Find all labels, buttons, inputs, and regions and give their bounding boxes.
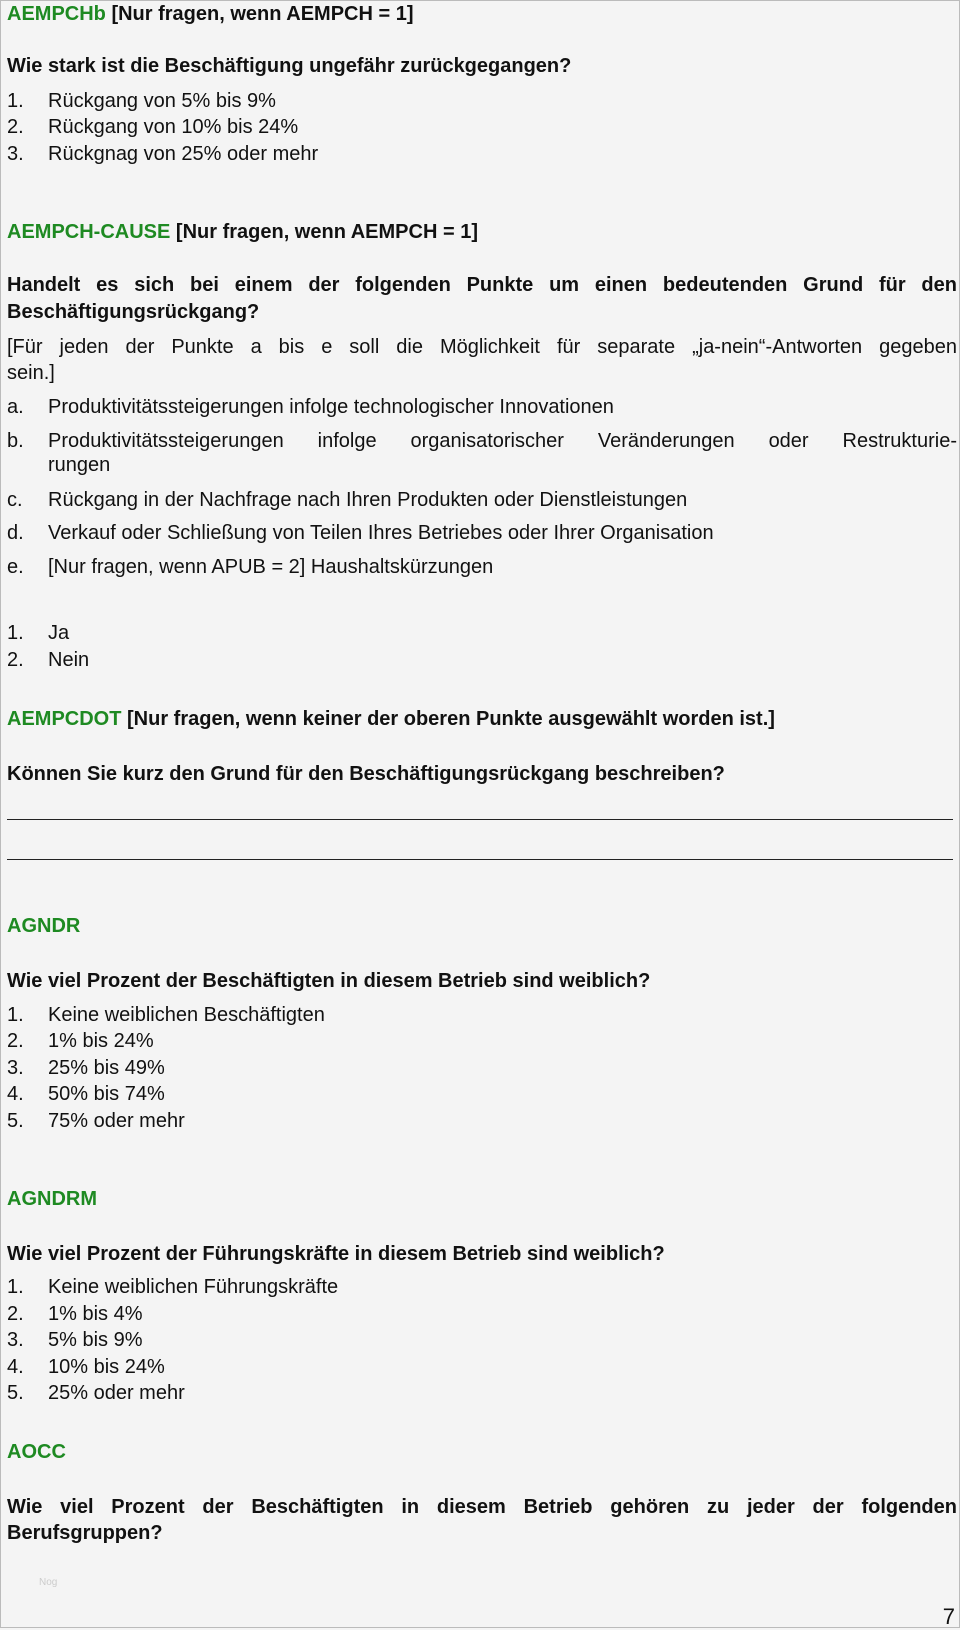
condition: [Nur fragen, wenn keiner der oberen Punkte ausgewählt worden ist.] [127, 708, 775, 730]
option: 3. 5% bis 9% [7, 1329, 143, 1351]
question: Wie viel Prozent der Führungskräfte in diesem Betrieb sind weiblich? [7, 1243, 665, 1265]
list-item: e. [Nur fragen, wenn APUB = 2] Haushaltskürzungen [7, 556, 494, 578]
list-item: d. Verkauf oder Schließung von Teilen Ihres Betriebes oder Ihrer Organisation [7, 522, 714, 544]
option: 3. 25% bis 49% [7, 1057, 165, 1079]
list-item: c. Rückgang in der Nachfrage nach Ihren Produkten oder Dienstleistungen [7, 489, 688, 511]
condition: [Nur fragen, wenn AEMPCH = 1] [175, 221, 478, 243]
option: 1. Rückgang von 5% bis 9% [7, 90, 276, 112]
question-line: Wie viel Prozent der Beschäftigten in diesem Betrieb gehören zu jeder der folgenden [7, 1496, 957, 1518]
option: 2. 1% bis 24% [7, 1030, 154, 1052]
option: 3. Rückgnag von 25% oder mehr [7, 143, 319, 165]
watermark: Nog [39, 1577, 58, 1588]
option: 2. Nein [7, 649, 90, 671]
option: 5. 75% oder mehr [7, 1110, 185, 1132]
answer-line [7, 819, 953, 820]
question-code: AEMPCH-CAUSE [7, 221, 171, 243]
option: 1. Ja [7, 622, 70, 644]
section-heading [7, 220, 478, 244]
option: 4. 50% bis 74% [7, 1083, 165, 1105]
list-item: a. Produktivitätssteigerungen infolge technologischer Innovationen [7, 396, 614, 418]
section-heading [7, 2, 414, 26]
question-code: AOCC [7, 1441, 66, 1463]
condition: [Nur fragen, wenn AEMPCH = 1] [111, 3, 414, 25]
answer-line [7, 859, 953, 860]
option: 4. 10% bis 24% [7, 1356, 165, 1378]
option: 5. 25% oder mehr [7, 1382, 185, 1404]
instruction-line: sein.] [7, 362, 55, 384]
option: 1. Keine weiblichen Führungskräfte [7, 1276, 339, 1298]
question-code: AEMPCHb [7, 3, 106, 25]
question-code: AEMPCDOT [7, 708, 122, 730]
question: Können Sie kurz den Grund für den Beschäftigungsrückgang beschreiben? [7, 763, 725, 785]
question: Wie stark ist die Beschäftigung ungefähr zurückgegangen? [7, 55, 572, 77]
list-item: b. Produktivitätssteigerungen infolge organisatorischer Veränderungen oder Restrukturie- rungen [7, 430, 957, 476]
question: Wie viel Prozent der Beschäftigten in diesem Betrieb sind weiblich? [7, 970, 651, 992]
question-line: Handelt es sich bei einem der folgenden Punkte um einen bedeutenden Grund für den [7, 274, 957, 296]
question-line: Berufsgruppen? [7, 1522, 163, 1544]
option: 2. 1% bis 4% [7, 1303, 143, 1325]
question-code: AGNDR [7, 915, 81, 937]
option: 1. Keine weiblichen Beschäftigten [7, 1004, 325, 1026]
section-heading [7, 707, 775, 731]
option: 2. Rückgang von 10% bis 24% [7, 116, 299, 138]
page-number: 7 [942, 1604, 955, 1629]
instruction-line: [Für jeden der Punkte a bis e soll die Möglichkeit für separate „ja-nein“-Antworten gegeben [7, 336, 957, 358]
question-line: Beschäftigungsrückgang? [7, 301, 260, 323]
question-code: AGNDRM [7, 1188, 97, 1210]
